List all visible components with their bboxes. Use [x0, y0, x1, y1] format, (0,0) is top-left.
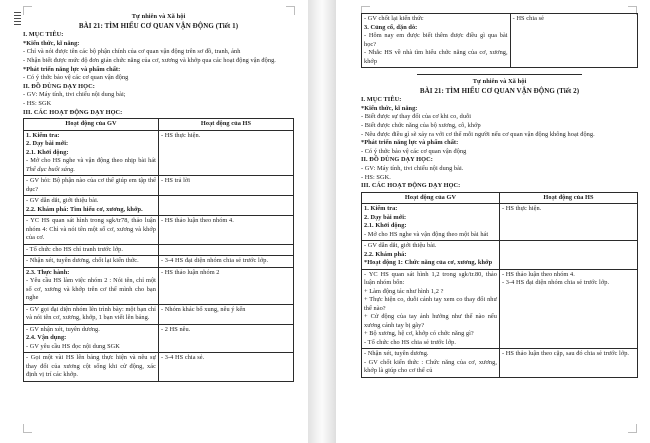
cell-line: - 3-4 HS đại diện nhóm chia sẻ trước lớp.: [161, 257, 269, 265]
table-row: [362, 269, 638, 349]
cell-gv: [24, 244, 159, 256]
cell-line: - Nhận xét, tuyên dương, chốt lại kiến thức.: [26, 257, 139, 265]
cell-hs: [159, 353, 294, 382]
table-body-left: [24, 130, 294, 381]
lesson2-subsection-phat-trien-nang-luc: *Phát triển năng lực và phẩm chất:: [361, 139, 459, 147]
subsection-kien-thuc-ki-nang: *Kiến thức, kĩ năng:: [23, 39, 80, 47]
lesson2-do-dung-bullet-gv: - GV: Máy tính, tivi chiếu nội dung bài.: [361, 164, 464, 172]
cell-hs: [159, 324, 294, 353]
cell-line: - HS thảo luận theo cặp, sau đó chia sẻ trước lớp.: [502, 350, 630, 358]
cell-line-italic: Thể dục buổi sáng.: [26, 165, 76, 173]
table-header-row: [362, 192, 638, 204]
table-row: [362, 14, 638, 68]
cell-hs: [500, 269, 638, 349]
cell-line: 2.4. Vận dụng:: [26, 334, 67, 342]
table-row: [24, 324, 294, 353]
cell-hs: [510, 14, 637, 68]
table-body-right: [362, 204, 638, 378]
table-row: [24, 256, 294, 268]
object-anchor-icon: [14, 12, 21, 25]
lesson-activity-table-right: [361, 192, 638, 378]
cell-hs: [159, 176, 294, 196]
cell-gv: [362, 14, 511, 68]
section-muc-tieu-title: I. MỤC TIÊU:: [23, 31, 64, 39]
cell-gv: [362, 349, 500, 378]
document-page-right: [336, 0, 650, 443]
table-row: [24, 216, 294, 245]
cell-line: - 3-4 HS chia sẻ.: [161, 354, 205, 362]
lesson-header-title: Tự nhiên và Xã hội: [131, 13, 186, 20]
cell-line: - HS thảo luận theo nhóm 4.: [161, 217, 234, 225]
cell-gv: [24, 304, 159, 324]
cell-line: - Mở cho HS nghe và vận động theo một bài hát: [364, 230, 489, 238]
cell-line: 2.2. Khám phá: Tìm hiểu cơ, xương, khớp.: [26, 205, 143, 213]
page-gutter: [308, 0, 336, 443]
cell-gv: [24, 130, 159, 176]
cell-gv: [24, 176, 159, 196]
lesson2-header-subtitle: BÀI 21: TÌM HIỂU CƠ QUAN VẬN ĐỘNG (Tiết 2): [419, 86, 580, 95]
cell-gv: [24, 324, 159, 353]
cell-line: - 2 HS nêu.: [161, 325, 191, 333]
cell-line: 1. Kiểm tra:: [26, 131, 60, 139]
cell-gv: [362, 241, 500, 270]
cell-line: + Làm động tác như hình 1,2 ?: [364, 287, 444, 295]
cell-gv: [24, 267, 159, 304]
lesson-header-subtitle: BÀI 21: TÌM HIỂU CƠ QUAN VẬN ĐỘNG (Tiết 1): [78, 21, 239, 30]
table-row: [24, 353, 294, 382]
cell-line: - Nhắc HS về nhà tìm hiểu chức năng của cơ, xương, khớp: [364, 49, 508, 65]
cell-line: 2. Dạy bài mới:: [26, 140, 69, 148]
cell-line: + Cử động của tay ảnh hưởng như thế nào nếu xương cánh tay bị gãy?: [364, 313, 497, 329]
table-row: [24, 267, 294, 304]
lesson-activity-table-left: [23, 118, 294, 382]
cell-line: - YC HS quan sát hình trong sgk/tr78, thảo luận nhóm 4: Chỉ và nói tên một số cơ, xương và khớp của cơ.: [26, 217, 156, 242]
cell-hs: [159, 130, 294, 176]
cell-gv: [24, 196, 159, 216]
cell-line: - Yêu cầu HS làm việc nhóm 2 : Nói tên, chỉ một số cơ, xương và khớp trên cơ thể mình cho bạn nghe: [26, 277, 156, 302]
cell-line: - Tổ chức cho HS chia sẻ trước lớp.: [364, 338, 456, 346]
lesson-activity-table-continuation: [361, 13, 638, 68]
cell-hs: [159, 256, 294, 268]
cell-gv: [362, 269, 500, 349]
cell-line: - HS trả lời: [161, 177, 191, 185]
table-row: [24, 304, 294, 324]
muc-tieu-bullet-2: - Nhận biết được mức độ đơn giản chức năng của cơ, xương và khớp qua các hoạt động vận động.: [23, 56, 276, 64]
cell-line: + Thực hiện co, duỗi cánh tay xem co thay đổi như thế nào?: [364, 296, 497, 312]
lesson2-do-dung-bullet-hs: - HS: SGK.: [361, 173, 391, 181]
cell-line: - GV chốt lại kiến thức: [364, 15, 424, 22]
page-section-divider: [417, 74, 582, 75]
cell-hs: [159, 196, 294, 216]
cell-line: - GV dẫn dắt, giới thiệu bài.: [364, 242, 437, 250]
page-margin-corner-bottom-left: [23, 424, 32, 433]
cell-line: - Nhận xét, tuyên dương.: [364, 350, 429, 358]
table-row: [24, 176, 294, 196]
table-row: [24, 196, 294, 216]
cell-hs: [159, 304, 294, 324]
cell-line: - Gọi một vài HS lên bảng thực hiện và nêu sự thay đổi của xương cột sống khi cử động, xác định vị trí các khớp.: [26, 354, 156, 379]
lesson2-section-cac-hoat-dong-title: III. CÁC HOẠT ĐỘNG DẠY HỌC:: [361, 182, 461, 190]
cell-line: - GV yêu cầu HS đọc nội dung SGK: [26, 342, 120, 350]
cell-gv: [24, 256, 159, 268]
lesson2-section-muc-tieu-title: I. MỤC TIÊU:: [361, 96, 402, 104]
column-header-hs: Hoạt động của HS: [500, 192, 638, 204]
table-row: [362, 241, 638, 270]
cell-line: 3. Củng cố, dặn dò:: [364, 23, 418, 31]
cell-line: - YC HS quan sát hình 1,2 trong sgk/tr.80, thảo luận nhóm bốn:: [364, 270, 497, 287]
cell-hs: [500, 349, 638, 378]
cell-line: - Hôm nay em được biết thêm được điều gì qua bài học?: [364, 32, 508, 48]
cell-line: 1. Kiểm tra:: [364, 205, 398, 213]
cell-line: - GV chốt kiến thức : Chức năng của cơ, xương, khớp là giúp cho cơ thể củ: [364, 358, 497, 375]
cell-hs: [500, 241, 638, 270]
page-right-margin-corner-bottom-right: [628, 424, 637, 433]
cell-hs: [159, 216, 294, 245]
table-row: [362, 349, 638, 378]
cell-hs: [159, 244, 294, 256]
cell-line: - Nhóm khác bổ xung, nêu ý kến: [161, 305, 246, 313]
table-header-row: [24, 119, 294, 131]
lesson2-header-title: Tự nhiên và Xã hội: [472, 78, 527, 85]
cell-gv: [24, 216, 159, 245]
muc-tieu-bullet-1: - Chỉ và nói được tên các bộ phận chính của cơ quan vận động trên sơ đồ, tranh, ảnh: [23, 48, 241, 56]
lesson2-muc-tieu-bullet-1: - Biết được sự thay đổi của cơ khi co, duỗi: [361, 113, 472, 121]
cell-line: 2.1. Khởi động:: [26, 148, 69, 156]
table-row: [24, 244, 294, 256]
cell-line: *Hoạt động 1: Chức năng của cơ, xương, khớp: [364, 259, 493, 267]
section-do-dung-day-hoc-title: II. ĐỒ DÙNG DẠY HỌC:: [23, 82, 95, 90]
cell-line: - Tổ chức cho HS chỉ tranh trước lớp.: [26, 245, 124, 253]
cell-line: - Mở cho HS nghe và vận động theo nhịp bài hát Thể dục buổi sáng.: [26, 157, 156, 173]
subsection-phat-trien-nang-luc: *Phát triển năng lực và phẩm chất:: [23, 65, 121, 73]
cell-line: - GV hỏi: Bộ phận nào của cơ thể giúp em tập thể dục?: [26, 177, 156, 193]
cell-line: - HS thảo luận nhóm 2: [161, 268, 220, 276]
column-header-gv: Hoạt động của GV: [24, 119, 159, 131]
column-header-hs: Hoạt động của HS: [159, 119, 294, 131]
table-row: [24, 130, 294, 176]
cell-line: - HS thực hiện.: [502, 205, 542, 213]
cell-line: - HS thảo luận theo nhóm 4.: [502, 270, 575, 278]
table-body-right-top: [362, 14, 638, 68]
cell-hs: [500, 204, 638, 241]
lesson2-muc-tieu-bullet-4: - Có ý thức bảo vệ các cơ quan vận động: [361, 147, 467, 155]
cell-line: - GV gọi đại diện nhóm lên trình bày: một bạn chỉ và nói tên cơ, xương, khớp, 1 bạn viết lên bảng.: [26, 305, 156, 322]
table-row: [362, 204, 638, 241]
cell-line: - HS chia sẻ: [512, 15, 544, 22]
page-right-content: [361, 12, 638, 378]
lesson2-section-do-dung-day-hoc-title: II. ĐỒ DÙNG DẠY HỌC:: [361, 156, 433, 164]
cell-line: 2. Dạy bài mới:: [364, 213, 407, 221]
document-page-left: [0, 0, 308, 443]
lesson2-muc-tieu-bullet-3: - Nêu được điều gì sẽ xảy ra với cơ thể mỗi người nếu cơ quan vận động không hoạt động.: [361, 130, 595, 138]
section-cac-hoat-dong-title: III. CÁC HOẠT ĐỘNG DẠY HỌC:: [23, 108, 123, 116]
cell-line: 2.2. Khám phá:: [364, 250, 407, 258]
lesson2-subsection-kien-thuc-ki-nang: *Kiến thức, kĩ năng:: [361, 104, 418, 112]
cell-line: 2.3. Thực hành:: [26, 268, 70, 276]
lesson2-muc-tieu-bullet-2: - Biết được chức năng của bộ xương, cô, khớp: [361, 121, 481, 129]
cell-line: - GV dẫn dắt, giới thiệu bài.: [26, 197, 99, 205]
cell-line: + Bộ xương, hệ cơ, khớp có chức năng gì?: [364, 330, 474, 338]
cell-line: - 3-4 HS đại diện nhóm chia sẻ trước lớp.: [502, 279, 610, 287]
muc-tieu-bullet-3: - Có ý thức bảo vệ các cơ quan vận động: [23, 74, 129, 82]
cell-line: - HS thực hiện.: [161, 131, 201, 139]
cell-line: - GV nhận xét, tuyên dương.: [26, 325, 100, 333]
cell-line: 2.1. Khởi động:: [364, 222, 407, 230]
cell-gv: [362, 204, 500, 241]
column-header-gv: Hoạt động của GV: [362, 192, 500, 204]
cell-hs: [159, 267, 294, 304]
do-dung-bullet-gv: - GV: Máy tính, tivi chiếu nội dung bài;: [23, 91, 126, 99]
page-left-content: [23, 13, 294, 382]
do-dung-bullet-hs: - HS: SGK: [23, 99, 52, 107]
cell-gv: [24, 353, 159, 382]
